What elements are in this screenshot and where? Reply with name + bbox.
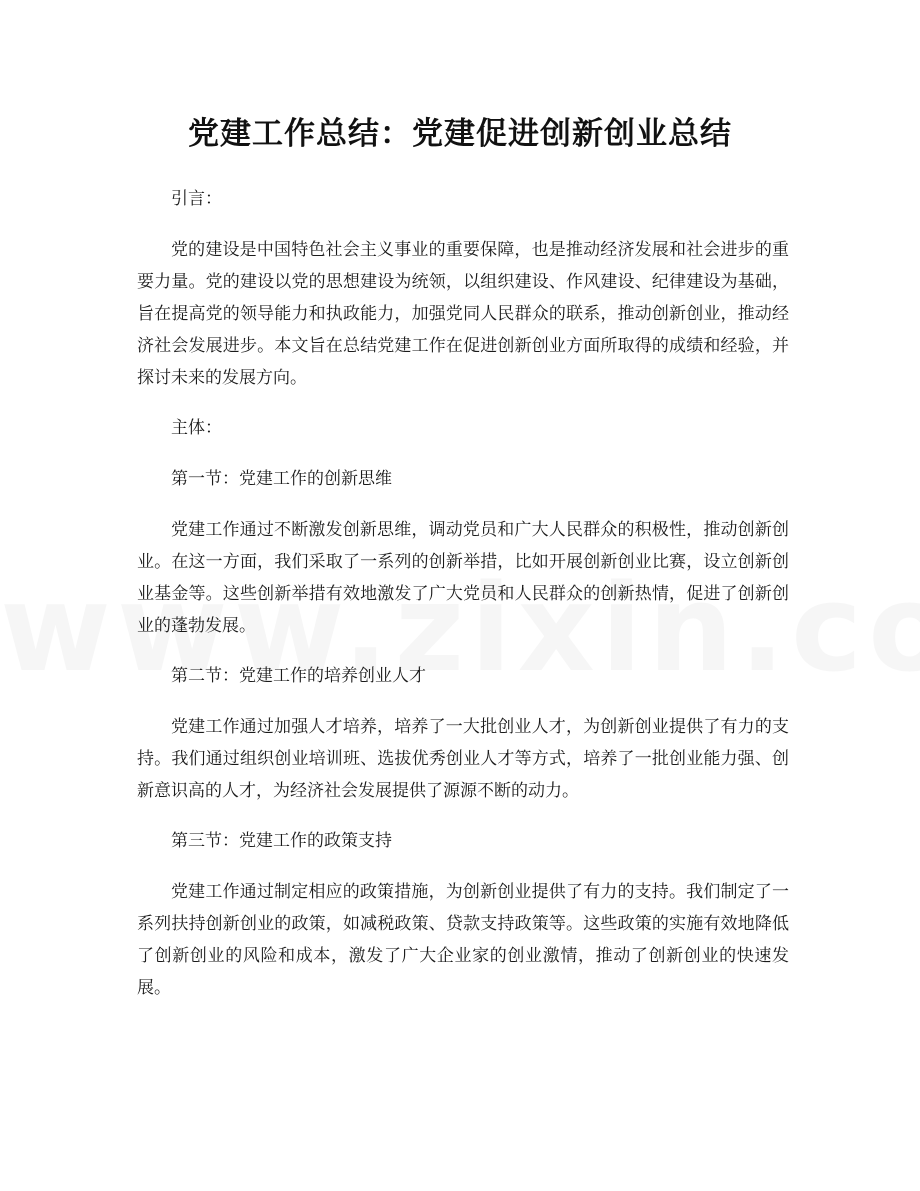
document-body [137, 183, 789, 1022]
section-1-heading: 第一节：党建工作的创新思维 [171, 469, 392, 489]
main-heading: 主体： [171, 418, 222, 438]
section-3-heading: 第三节：党建工作的政策支持 [171, 831, 392, 851]
section-2-paragraph: 党建工作通过加强人才培养，培养了一大批创业人才，为创新创业提供了有力的支持。我们通过组织创业培训班、选拔优秀创业人才等方式，培养了一批创业能力强、创新意识高的人才，为经济社会发展提供了源源不断的动力。 [137, 717, 789, 801]
section-2-heading: 第二节：党建工作的培养创业人才 [171, 666, 426, 686]
section-3-paragraph: 党建工作通过制定相应的政策措施，为创新创业提供了有力的支持。我们制定了一系列扶持创新创业的政策，如减税政策、贷款支持政策等。这些政策的实施有效地降低了创新创业的风险和成本，激发了广大企业家的创业激情，推动了创新创业的快速发展。 [137, 882, 789, 998]
intro-heading: 引言： [171, 189, 222, 209]
section-1-paragraph: 党建工作通过不断激发创新思维，调动党员和广大人民群众的积极性，推动创新创业。在这一方面，我们采取了一系列的创新举措，比如开展创新创业比赛，设立创新创业基金等。这些创新举措有效地激发了广大党员和人民群众的创新热情，促进了创新创业的蓬勃发展。 [137, 520, 789, 636]
intro-paragraph: 党的建设是中国特色社会主义事业的重要保障，也是推动经济发展和社会进步的重要力量。党的建设以党的思想建设为统领，以组织建设、作风建设、纪律建设为基础，旨在提高党的领导能力和执政能力，加强党同人民群众的联系，推动创新创业，推动经济社会发展进步。本文旨在总结党建工作在促进创新创业方面所取得的成绩和经验，并探讨未来的发展方向。 [137, 240, 789, 388]
document-title: 党建工作总结：党建促进创新创业总结 [188, 116, 732, 152]
